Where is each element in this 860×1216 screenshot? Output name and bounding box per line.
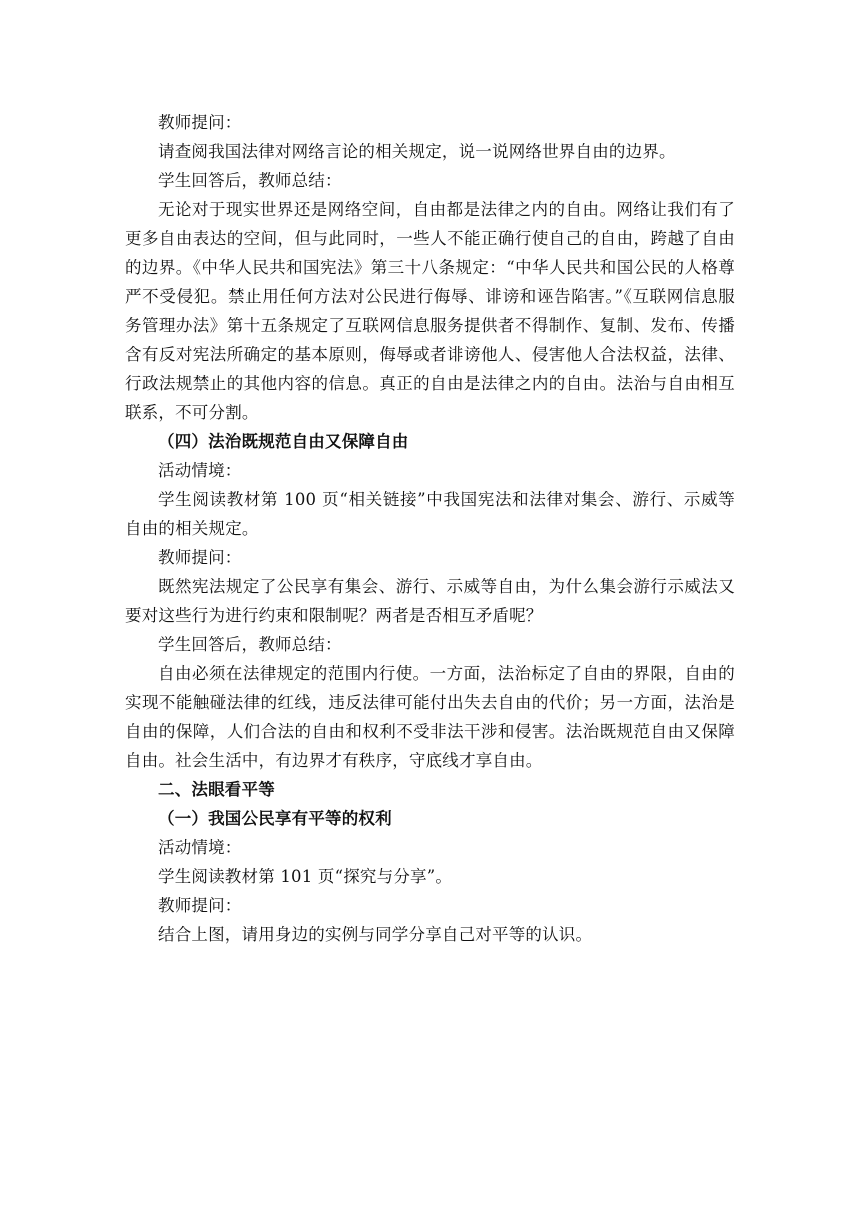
document-body [125,108,735,949]
paragraph-teacher-question-2: 教师提问： [158,548,242,567]
paragraph-teacher-summary-label: 学生回答后，教师总结： [158,171,342,190]
paragraph-activity-content: 学生阅读教材第 100 页“相关链接”中我国宪法和法律对集会、游行、示威等自由的相关规定。 [125,490,735,538]
subsection-heading-equal-rights: （一）我国公民享有平等的权利 [158,809,392,828]
paragraph-question-content-2: 既然宪法规定了公民享有集会、游行、示威等自由，为什么集会游行示威法又要对这些行为进行约束和限制呢？两者是否相互矛盾呢？ [125,577,735,625]
paragraph-teacher-question-3: 教师提问： [158,896,242,915]
paragraph-teacher-question: 教师提问： [158,113,242,132]
paragraph-summary-content: 无论对于现实世界还是网络空间，自由都是法律之内的自由。网络让我们有了更多自由表达的空间，但与此同时，一些人不能正确行使自己的自由，跨越了自由的边界。《中华人民共和国宪法》第三十八条规定：“中华人民共和国公民的人格尊严不受侵犯。禁止用任何方法对公民进行侮辱、诽谤和诬告陷害。”《互联网信息服务管理办法》第十五条规定了互联网信息服务提供者不得制作、复制、发布、传播含有反对宪法所确定的基本原则，侮辱或者诽谤他人、侵害他人合法权益，法律、行政法规禁止的其他内容的信息。真正的自由是法律之内的自由。法治与自由相互联系，不可分割。 [125,200,735,422]
section-heading-equality: 二、法眼看平等 [158,780,275,799]
paragraph-question-content-3: 结合上图，请用身边的实例与同学分享自己对平等的认识。 [158,925,593,944]
paragraph-activity-label-2: 活动情境： [158,838,242,857]
paragraph-question-content: 请查阅我国法律对网络言论的相关规定，说一说网络世界自由的边界。 [158,142,676,161]
paragraph-activity-content-2: 学生阅读教材第 101 页“探究与分享”。 [158,867,453,886]
section-heading-rule-of-law-freedom: （四）法治既规范自由又保障自由 [158,432,409,451]
paragraph-summary-content-2: 自由必须在法律规定的范围内行使。一方面，法治标定了自由的界限，自由的实现不能触碰法律的红线，违反法律可能付出失去自由的代价；另一方面，法治是自由的保障，人们合法的自由和权利不受非法干涉和侵害。法治既规范自由又保障自由。社会生活中，有边界才有秩序，守底线才享自由。 [125,664,735,770]
paragraph-activity-label: 活动情境： [158,461,242,480]
paragraph-teacher-summary-label-2: 学生回答后，教师总结： [158,635,342,654]
